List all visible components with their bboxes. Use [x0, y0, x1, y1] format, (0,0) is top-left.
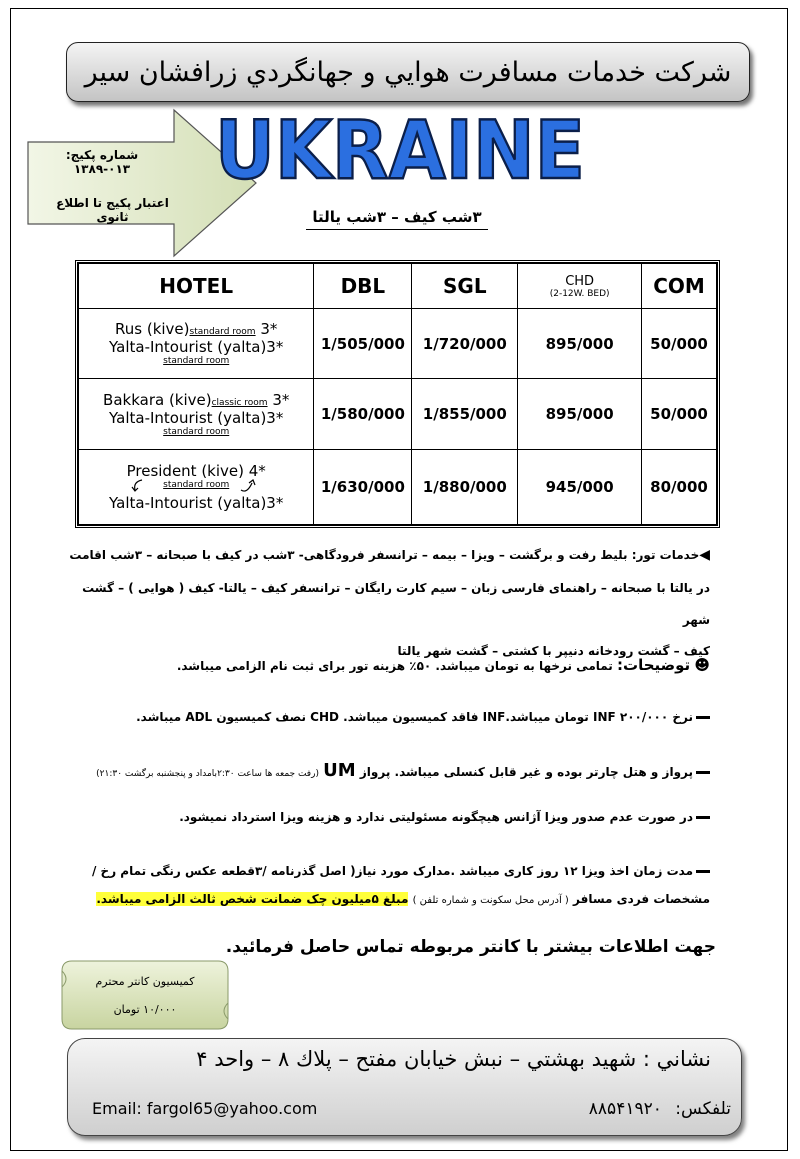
footer-contact-box: [67, 1038, 742, 1136]
services-line-2: در یالتا با صبحانه – راهنمای فارسی زبان – سیم کارت رایگان – ترانسفر کیف – یالتا- کیف ( هوایی ) – گشت شهر: [82, 581, 710, 627]
kiev-hotel: Rus (kive)standard room 3*: [115, 320, 278, 339]
price-chd: 895/000: [518, 309, 642, 379]
smiley-icon: ☻: [694, 656, 710, 674]
yalta-hotel: Yalta-Intourist (yalta)3*: [109, 493, 284, 512]
commission-box: [60, 955, 230, 1035]
col-header-hotel: HOTEL: [79, 264, 314, 309]
price-com: 50/000: [642, 309, 717, 379]
price-sgl: 1/880/000: [412, 449, 518, 524]
chd-label: CHD: [565, 273, 595, 289]
office-address: نشاني : شهيد بهشتي – نبش خيابان مفتح – پلاك ۸ – واحد ۴: [196, 1047, 711, 1071]
kiev-hotel: President (kive) 4*: [126, 461, 266, 480]
guarantee-highlight: مبلغ ۵میلیون چک ضمانت شخص ثالث الزامی میباشد.: [96, 891, 409, 906]
kiev-room-type: standard room: [163, 479, 230, 490]
col-header-sgl: SGL: [412, 264, 518, 309]
table-row: [79, 379, 717, 449]
notes-inf: نرخ INF ۲۰۰/۰۰۰ تومان میباشد.INF فاقد کمیسیون میباشد. CHD نصف کمیسیون ADL میباشد.: [60, 710, 710, 724]
kiev-hotel: Bakkara (kive)classic room 3*: [103, 390, 290, 409]
telfax: [589, 1099, 731, 1119]
price-dbl: 1/630/000: [314, 449, 412, 524]
col-header-dbl: DBL: [314, 264, 412, 309]
price-dbl: 1/580/000: [314, 379, 412, 449]
flight-times-note: (رفت جمعه ها ساعت ۲:۳۰بامداد و پنجشنبه برگشت ۲۱:۳۰): [96, 769, 319, 779]
commission-scroll-shape: [60, 955, 230, 1035]
curved-arrow-left-icon: [131, 478, 145, 496]
dash-bullet-icon: [696, 716, 710, 719]
company-name: شرکت خدمات مسافرت هوايي و جهانگردي زرافشان سير: [84, 56, 732, 88]
package-number: شماره پکیج: ۰۱۳-۱۳۸۹: [65, 148, 139, 176]
price-dbl: 1/505/000: [314, 309, 412, 379]
notes-visa-refusal: در صورت عدم صدور ویزا آژانس هیچگونه مسئولیتی ندارد و هزینه ویزا استرداد نمیشود.: [60, 810, 710, 824]
dash-bullet-icon: [696, 816, 710, 819]
triangle-bullet-icon: ◀: [699, 547, 710, 563]
yalta-hotel: Yalta-Intourist (yalta)3*: [109, 408, 284, 427]
table-row: [79, 309, 717, 379]
price-chd: 945/000: [518, 449, 642, 524]
col-header-chd: [518, 264, 642, 309]
yalta-room-type: standard room: [163, 426, 230, 437]
destination-title: UKRAINE: [215, 106, 585, 192]
commission-label: کمیسیون کانتر محترم: [95, 975, 195, 988]
um-label: UM: [323, 760, 356, 781]
yalta-room-type: standard room: [163, 356, 230, 367]
chd-note: (2-12W. BED): [549, 288, 610, 299]
curved-arrow-right-icon: [239, 478, 257, 496]
table-row: [79, 449, 717, 524]
yalta-hotel: Yalta-Intourist (yalta)3*: [109, 338, 284, 357]
telfax-label: تلفكس:: [675, 1099, 731, 1119]
services-line-3: کیف – گشت رودخانه دنیپر با کشتی – گشت شهر یالتا: [397, 643, 710, 658]
destination-logo: [210, 106, 590, 192]
telfax-number: ۸۸۵۴۱۹۲۰: [588, 1099, 662, 1119]
notes-title: توضیحات:: [617, 656, 691, 674]
price-sgl: 1/720/000: [412, 309, 518, 379]
hotel-cell: [79, 309, 314, 379]
col-header-com: COM: [642, 264, 717, 309]
services-line-1: ◀خدمات تور: بلیط رفت و برگشت – ویزا – بیمه – ترانسفر فرودگاهی- ۳شب در کیف با صبحانه – ۳شب اقامت: [69, 547, 710, 563]
commission-amount: ۱۰/۰۰۰ تومان: [113, 1003, 177, 1016]
hotel-cell: [79, 379, 314, 449]
hotel-cell: [79, 449, 314, 524]
itinerary-subtitle: ۳شب کیف – ۳شب یالتا: [306, 208, 488, 230]
notes-prices: ☻ توضیحات: تمامی نرخها به تومان میباشد. ۵۰٪ هزینه تور برای ثبت نام الزامی میباشد.: [176, 656, 710, 674]
contact-info-line: جهت اطلاعات بیشتر با کانتر مربوطه تماس حاصل فرمائید.: [225, 937, 716, 957]
dash-bullet-icon: [696, 771, 710, 774]
price-com: 50/000: [642, 379, 717, 449]
notes-visa-docs: مدت زمان اخذ ویزا ۱۲ روز کاری میباشد .مدارک مورد نیاز( اصل گذرنامه /۳قطعه عکس رنگی تمام رخ / مشخصات فردی مسافر ( آدرس محل سکونت و شماره تلفن ) مبلغ ۵میلیون چک ضمانت شخص ثالث الزامی میباشد.: [91, 864, 710, 906]
hotel-price-table: [75, 260, 720, 528]
price-chd: 895/000: [518, 379, 642, 449]
price-sgl: 1/855/000: [412, 379, 518, 449]
dash-bullet-icon: [696, 870, 710, 873]
tour-services: [60, 537, 710, 667]
email-address: Email: fargol65@yahoo.com: [92, 1099, 318, 1118]
package-validity: اعتبار پکیج تا اطلاع ثانوی: [56, 196, 169, 224]
company-header: [66, 42, 750, 102]
table-header-row: [79, 264, 717, 309]
price-com: 80/000: [642, 449, 717, 524]
notes-charter: پرواز و هتل چارتر بوده و غیر قابل کنسلی میباشد. پرواز UM (رفت جمعه ها ساعت ۲:۳۰بامداد و پنجشنبه برگشت ۲۱:۳۰): [60, 760, 710, 781]
